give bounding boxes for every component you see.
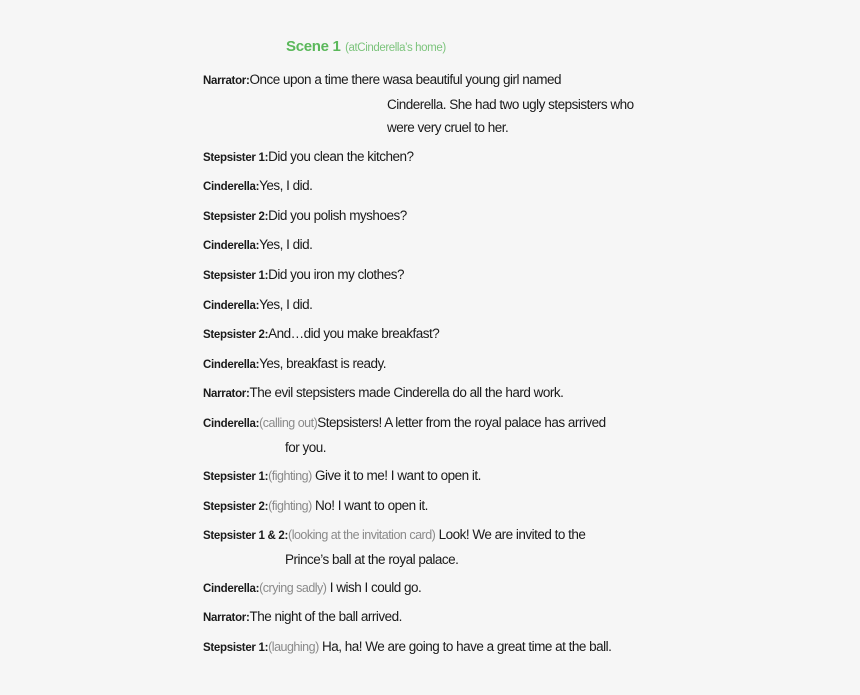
dialogue-text: Yes, I did. bbox=[259, 237, 313, 252]
dialogue-text: The night of the ball arrived. bbox=[249, 609, 402, 624]
dialogue-text: I wish I could go. bbox=[326, 580, 422, 595]
dialogue-line bbox=[203, 411, 606, 459]
speaker-label: Stepsister 1: bbox=[203, 642, 269, 654]
stage-direction: (calling out) bbox=[259, 416, 318, 430]
dialogue-line bbox=[203, 635, 611, 660]
scene-title: Scene 1 bbox=[286, 38, 341, 55]
dialogue-line bbox=[203, 68, 634, 139]
dialogue-line bbox=[203, 322, 439, 347]
speaker-label: Narrator: bbox=[203, 388, 250, 400]
speaker-label: Stepsister 2: bbox=[203, 211, 269, 223]
stage-direction: (fighting) bbox=[268, 499, 312, 513]
speaker-label: Stepsister 2: bbox=[203, 501, 269, 513]
stage-direction: (laughing) bbox=[268, 640, 319, 654]
speaker-label: Cinderella: bbox=[203, 418, 260, 430]
dialogue-text: Look! We are invited to the bbox=[435, 527, 586, 542]
dialogue-continuation: Prince’s ball at the royal palace. bbox=[285, 552, 459, 567]
speaker-label: Cinderella: bbox=[203, 583, 260, 595]
dialogue-text: Did you polish myshoes? bbox=[268, 208, 407, 223]
dialogue-line bbox=[203, 576, 421, 601]
dialogue-text: Yes, I did. bbox=[259, 178, 313, 193]
dialogue-text: Once upon a time there wasa beautiful young girl named bbox=[249, 72, 561, 87]
dialogue-line bbox=[203, 464, 481, 489]
scene-location-note: (atCinderella’s home) bbox=[345, 42, 446, 54]
dialogue-text: No! I want to open it. bbox=[311, 498, 428, 513]
speaker-label: Stepsister 1: bbox=[203, 270, 269, 282]
dialogue-line bbox=[203, 381, 563, 406]
speaker-label: Cinderella: bbox=[203, 240, 260, 252]
speaker-label: Narrator: bbox=[203, 75, 250, 87]
speaker-label: Stepsister 2: bbox=[203, 329, 269, 341]
dialogue-line bbox=[203, 204, 407, 229]
dialogue-continuation: were very cruel to her. bbox=[387, 120, 509, 135]
dialogue-text: Yes, breakfast is ready. bbox=[259, 356, 386, 371]
scene-heading bbox=[286, 38, 446, 56]
speaker-label: Stepsister 1: bbox=[203, 152, 269, 164]
stage-direction: (crying sadly) bbox=[259, 581, 327, 595]
dialogue-text: The evil stepsisters made Cinderella do all the hard work. bbox=[249, 385, 564, 400]
dialogue-continuation: for you. bbox=[285, 440, 327, 455]
stage-direction: (looking at the invitation card) bbox=[288, 528, 436, 542]
speaker-label: Stepsister 1: bbox=[203, 471, 269, 483]
speaker-label: Narrator: bbox=[203, 612, 250, 624]
speaker-label: Cinderella: bbox=[203, 300, 260, 312]
dialogue-line bbox=[203, 352, 386, 377]
dialogue-line bbox=[203, 145, 414, 170]
dialogue-line bbox=[203, 263, 404, 288]
dialogue-text: And…did you make breakfast? bbox=[268, 326, 440, 341]
dialogue-continuation: Cinderella. She had two ugly stepsisters who bbox=[387, 97, 634, 112]
dialogue-text: Did you clean the kitchen? bbox=[268, 149, 414, 164]
dialogue-line bbox=[203, 233, 312, 258]
dialogue-text: Give it to me! I want to open it. bbox=[311, 468, 481, 483]
dialogue-text: Did you iron my clothes? bbox=[268, 267, 404, 282]
dialogue-line bbox=[203, 605, 402, 630]
speaker-label: Cinderella: bbox=[203, 359, 260, 371]
stage-direction: (fighting) bbox=[268, 469, 312, 483]
dialogue-text: Ha, ha! We are going to have a great time at the ball. bbox=[318, 639, 612, 654]
dialogue-line bbox=[203, 523, 585, 571]
dialogue-line bbox=[203, 174, 312, 199]
dialogue-line bbox=[203, 494, 428, 519]
dialogue-text: Yes, I did. bbox=[259, 297, 313, 312]
speaker-label: Stepsister 1 & 2: bbox=[203, 530, 289, 542]
dialogue-text: Stepsisters! A letter from the royal palace has arrived bbox=[317, 415, 606, 430]
speaker-label: Cinderella: bbox=[203, 181, 260, 193]
dialogue-line bbox=[203, 293, 312, 318]
